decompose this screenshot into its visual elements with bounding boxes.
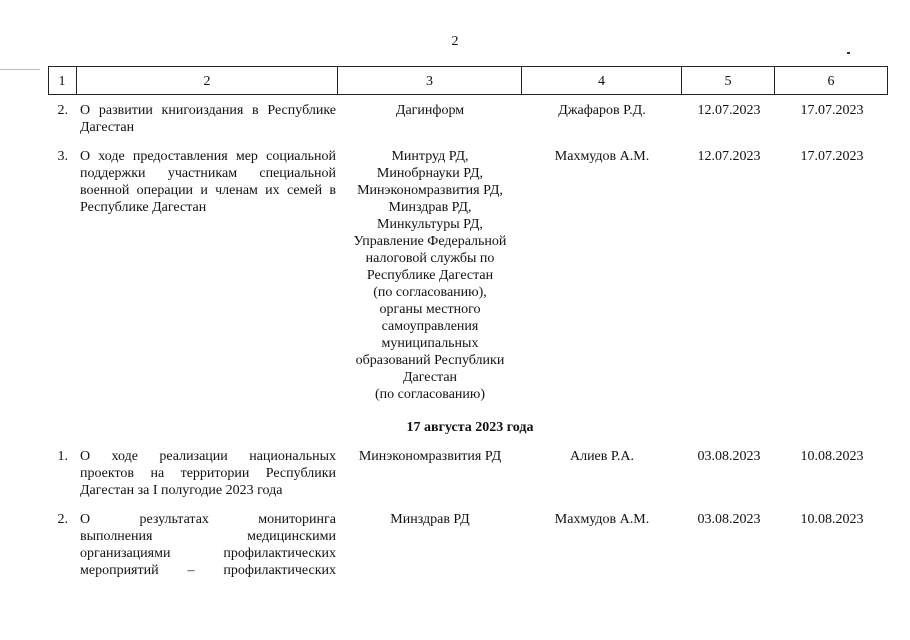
row-responsible [340, 511, 520, 528]
row-title-line: мероприятий – профилактических [80, 563, 336, 578]
row-title-line: О результатах мониторинга [80, 512, 336, 527]
row-person: Алиев Р.А. [569, 449, 635, 464]
row-number: 3. [57, 149, 68, 164]
responsible-line: Минтруд РД, [391, 149, 469, 164]
responsible-line: образований Республики [355, 353, 505, 368]
row-title-line: Республике Дагестан [80, 200, 207, 215]
table-top-border [48, 66, 888, 67]
row-date-1: 12.07.2023 [697, 103, 761, 118]
responsible-line: муниципальных [381, 336, 479, 351]
responsible-line: органы местного [379, 302, 481, 317]
responsible-line: Минобрнауки РД, [376, 166, 484, 181]
responsible-line: Дагестан [402, 370, 458, 385]
row-title-line: О ходе предоставления мер социальной [80, 149, 336, 164]
responsible-line: Минэкономразвития РД [358, 449, 502, 464]
row-person: Махмудов А.М. [554, 149, 650, 164]
row-number: 2. [57, 512, 68, 527]
row-title-line: поддержки участникам специальной [80, 166, 336, 181]
scan-artifact-line [0, 69, 40, 70]
row-date-2: 17.07.2023 [800, 103, 864, 118]
row-title-line: военной операции и членам их семей в [80, 183, 336, 198]
responsible-line: Минкультуры РД, [377, 217, 483, 232]
row-number: 2. [57, 103, 68, 118]
row-title-line: организациями профилактических [80, 546, 336, 561]
table-header-bottom-border [48, 94, 888, 95]
column-header-2: 2 [203, 74, 211, 89]
column-header-3: 3 [426, 74, 433, 89]
row-person: Джафаров Р.Д. [558, 103, 646, 118]
responsible-line: (по согласованию) [374, 387, 486, 402]
row-title [80, 511, 336, 579]
responsible-line: самоуправления [381, 319, 479, 334]
row-date-1: 12.07.2023 [697, 149, 761, 164]
row-title-line: выполнения медицинскими [80, 529, 336, 544]
column-header-1: 1 [58, 74, 66, 89]
row-title-line: О развитии книгоиздания в Республике [80, 103, 336, 118]
row-title-line: Дагестан [80, 120, 135, 135]
row-date-2: 17.07.2023 [800, 149, 864, 164]
responsible-line: Минздрав РД [390, 512, 470, 527]
column-header-5: 5 [724, 74, 732, 89]
row-date-1: 03.08.2023 [697, 449, 761, 464]
row-title [80, 448, 336, 499]
responsible-line: Управление Федеральной [353, 234, 507, 249]
column-header-6: 6 [827, 74, 835, 89]
responsible-line: Минздрав РД, [388, 200, 472, 215]
column-header-4: 4 [598, 74, 605, 89]
row-responsible [340, 448, 520, 465]
row-date-2: 10.08.2023 [800, 449, 864, 464]
responsible-line: налоговой службы по [365, 251, 495, 266]
row-title [80, 148, 336, 216]
responsible-line: (по согласованию), [373, 285, 487, 300]
row-title-line: проектов на территории Республики [80, 466, 336, 481]
row-person: Махмудов А.М. [554, 512, 650, 527]
responsible-line: Минэкономразвития РД, [357, 183, 503, 198]
row-title-line: Дагестан за I полугодие 2023 года [80, 483, 283, 498]
responsible-line: Республике Дагестан [366, 268, 494, 283]
section-heading: 17 августа 2023 года [406, 420, 534, 435]
row-date-1: 03.08.2023 [697, 512, 761, 527]
row-date-2: 10.08.2023 [800, 512, 864, 527]
scan-speck [847, 52, 850, 54]
page-number: 2 [451, 34, 459, 49]
table-right-border [887, 66, 888, 95]
responsible-line: Дагинформ [395, 103, 465, 118]
row-responsible [340, 148, 520, 403]
row-title-line: О ходе реализации национальных [80, 449, 336, 464]
row-responsible [340, 102, 520, 119]
row-number: 1. [57, 449, 68, 464]
row-title [80, 102, 336, 136]
